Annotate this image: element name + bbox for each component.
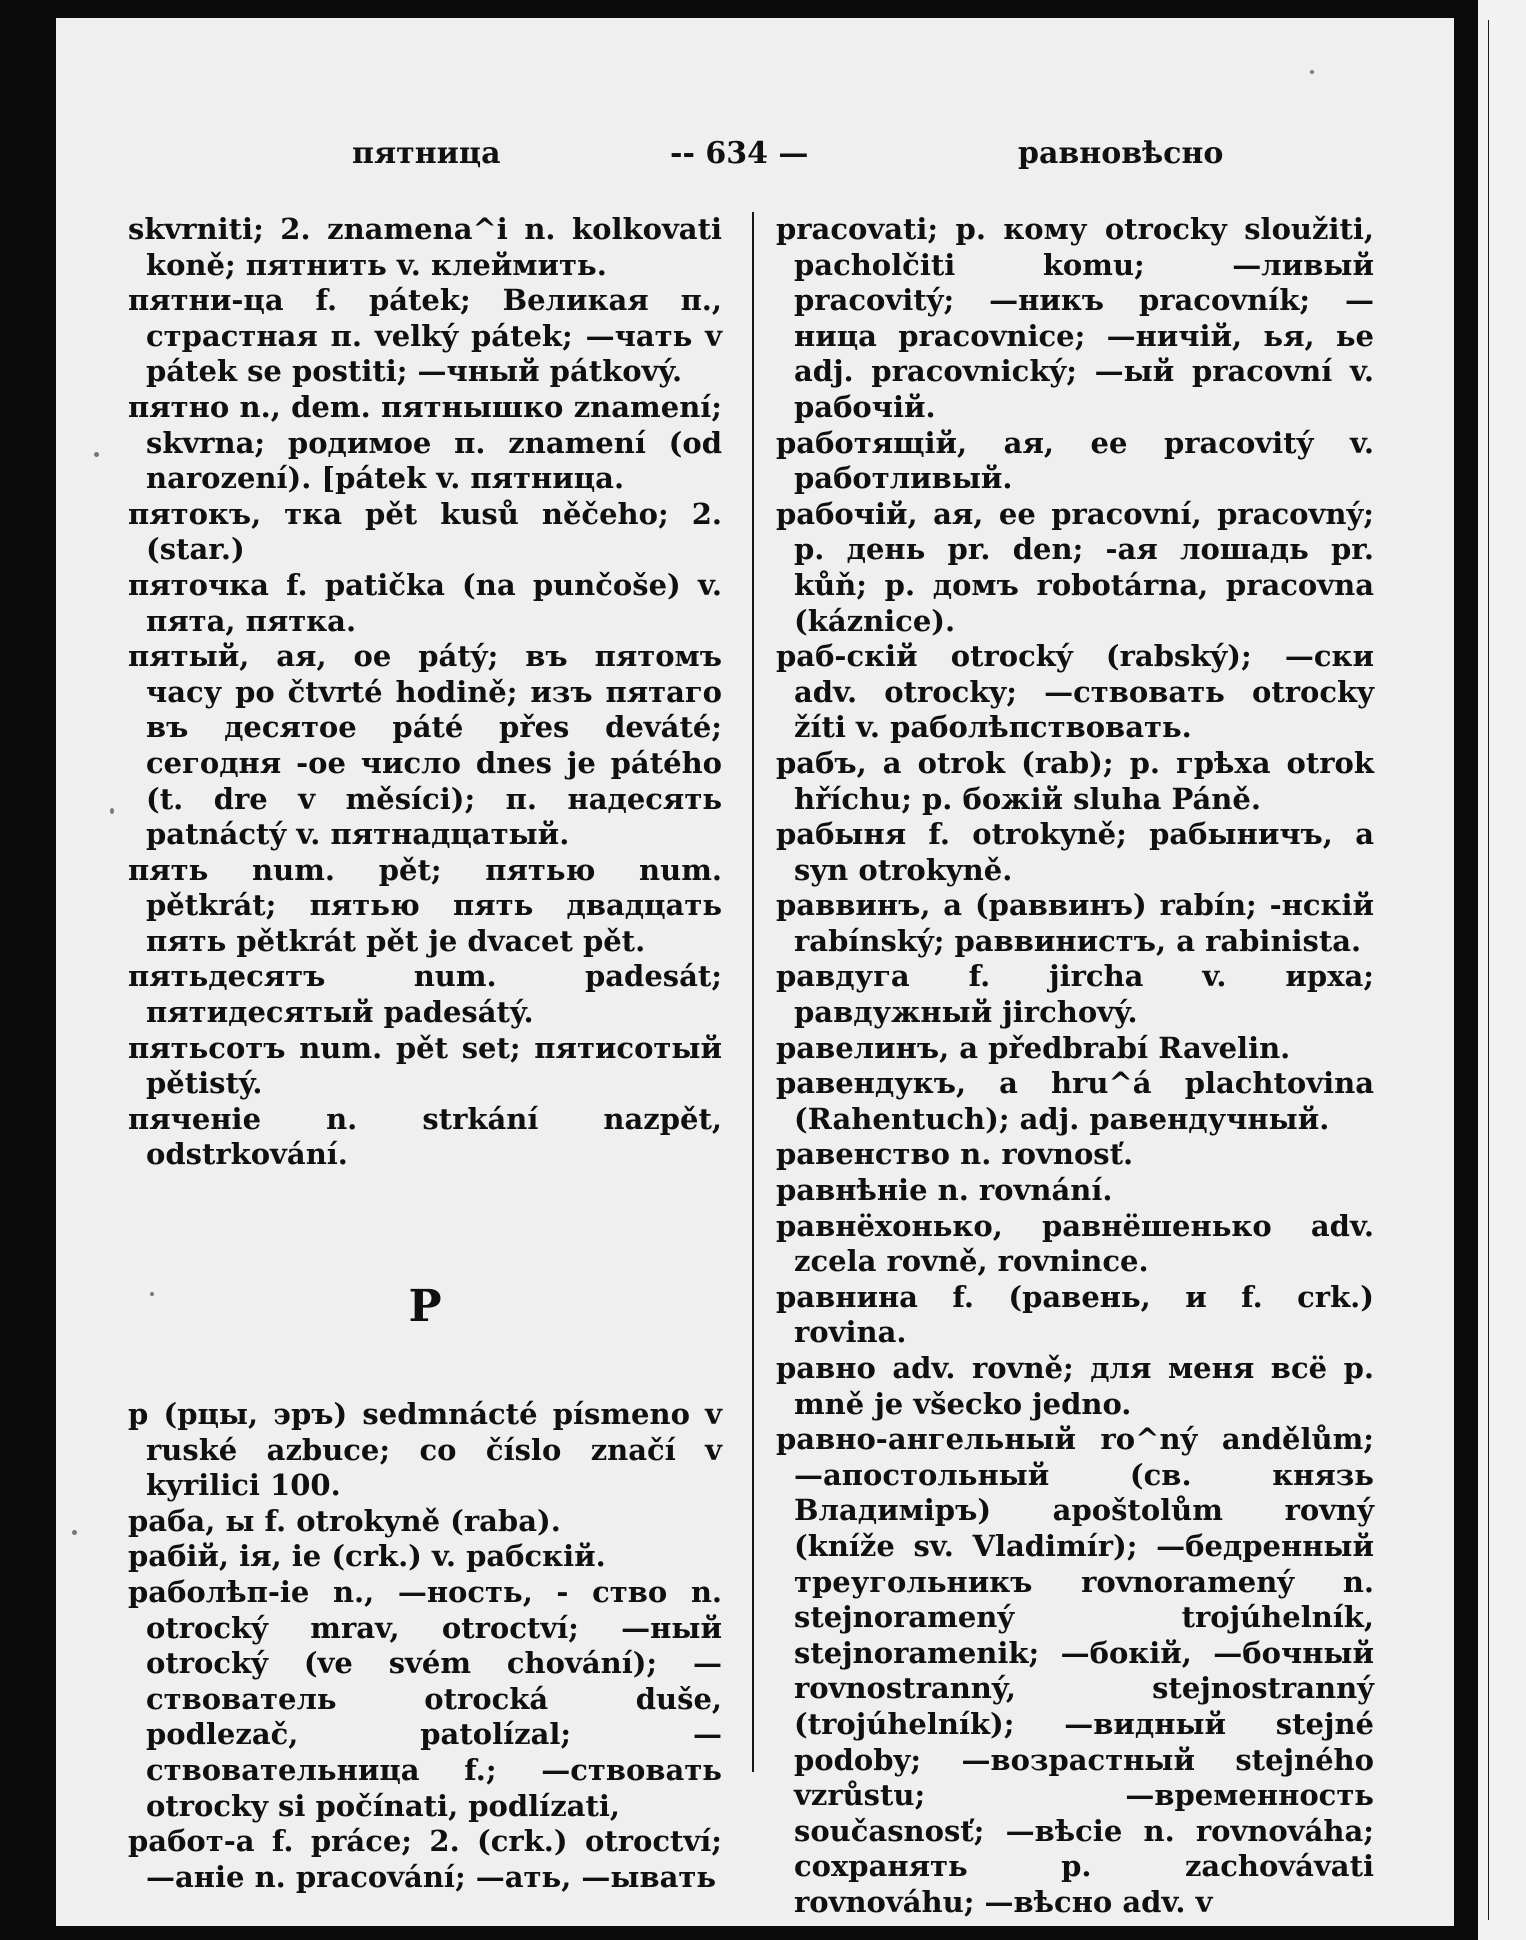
scan-speck: [72, 1530, 77, 1535]
page-number: -- 634 —: [670, 136, 809, 171]
dictionary-entry: равдуга f. jircha v. ирха; равдужный jirchový.: [776, 959, 1374, 1030]
dictionary-entry: рабыня f. otrokyně; рабыничъ, а syn otrokyně.: [776, 817, 1374, 887]
dictionary-entry: пять num. pět; пятью num. pětkrát; пятью пять двадцать пять pětkrát pět je dvacet pět.: [128, 852, 722, 958]
dictionary-entry: равно-ангельный ro^ný andělům; —апостольный (св. князь Владиміръ) apoštolům rovný (kníže sv. Vladimír); —бедренный треугольникъ rovnoramený n. stejnoramený trojúhelník, stejnoramenik; —бокій, —бочный rovnostranný, stejnostranný (trojúhelník); —видный stejné podoby; —возрастный stejného vzrůstu; —временность současnosť; —вѣсіе n. rovnováha; сохранять p. zachovávati rovnováhu; —вѣсно adv. v: [776, 1422, 1374, 1919]
dictionary-entry: пятно n., dem. пятнышко znamení; skvrna; родимое п. znamení (od narození). [pátek v. пятница.: [128, 389, 722, 496]
dictionary-entry: равендукъ, а hru^á plachtovina (Rahentuch); adj. равендучный.: [776, 1066, 1374, 1136]
dictionary-entry: работ-а f. práce; 2. (crk.) otroctví; —аніе n. pracování; —ать, —ывать: [128, 1824, 722, 1894]
scan-speck: [150, 1292, 154, 1296]
dictionary-entry: пяточка f. patička (na punčoše) v. пята, пятка.: [128, 567, 722, 638]
scan-speck: [94, 452, 99, 457]
adjacent-page-edge: [1478, 0, 1526, 1940]
dictionary-entry: рабочій, ая, ее pracovní, pracovný; p. день pr. den; -ая лошадь pr. kůň; p. домъ robotárna, pracovna (káznice).: [776, 496, 1374, 638]
dictionary-entry: равнёхонько, равнёшенько adv. zcela rovně, rovnince.: [776, 1208, 1374, 1279]
dictionary-entry: пяченіе n. strkání nazpět, odstrkování.: [128, 1101, 722, 1172]
dictionary-entry: пятокъ, тка pět kusů něčeho; 2. (star.): [128, 496, 722, 567]
dictionary-entry: skvrniti; 2. znamena^i n. kolkovati koně; пятнить v. клеймить.: [128, 212, 722, 282]
right-column: [776, 212, 1374, 1921]
dictionary-entry: pracovati; p. кому otrocky sloužiti, pacholčiti komu; —ливый pracovitý; —никъ pracovník; —ница pracovnice; —ничій, ья, ье adj. pracovnický; —ый pracovní v. рабочій.: [776, 212, 1374, 424]
dictionary-entry: пятый, ая, ое pátý; въ пятомъ часу po čtvrté hodině; изъ пятаго въ десятое páté přes deváté; сегодня -ое число dnes je pátého (t. dre v měsíci); п. надесять patnáctý v. пятнадцатый.: [128, 639, 722, 852]
scan-speck: [1310, 70, 1314, 74]
scan-speck: [110, 808, 114, 814]
dictionary-entry: раввинъ, а (раввинъ) rabín; -нскій rabínský; раввинистъ, а rabinista.: [776, 888, 1374, 958]
dictionary-entry: равенство n. rovnosť.: [776, 1137, 1134, 1172]
column-divider: [752, 212, 754, 1772]
left-column: [128, 212, 722, 1895]
section-letter-heading: Р: [408, 1281, 442, 1333]
dictionary-entry: пятьсотъ num. pět set; пятисотый pětistý.: [128, 1030, 722, 1101]
dictionary-entry: раба, ы f. otrokyně (raba).: [128, 1503, 561, 1538]
header-last-word: равновѣсно: [1018, 136, 1224, 171]
page-edge-line: [1488, 20, 1489, 1920]
dictionary-entry: равно adv. rovně; для меня всё p. mně je všecko jedno.: [776, 1351, 1374, 1421]
dictionary-entry: равнина f. (равень, и f. crk.) rovina.: [776, 1279, 1374, 1350]
dictionary-entry: рабій, ія, іе (crk.) v. рабскій.: [128, 1539, 606, 1574]
dictionary-entry: работящій, ая, ее pracovitý v. работливый.: [776, 425, 1374, 496]
dictionary-entry: равелинъ, а předbrabí Ravelin.: [776, 1030, 1291, 1065]
dictionary-entry: пятьдесятъ num. padesát; пятидесятый padesátý.: [128, 959, 722, 1030]
header-first-word: пятница: [352, 136, 501, 171]
dictionary-entry: раболѣп-іе n., —ность, - ство n. otrocký mrav, otroctví; —ный otrocký (ve svém chování); —ствователь otrocká duše, podlezač, patolízal; —ствовательница f.; —ствовать otrocky si počínati, podlízati,: [128, 1575, 722, 1823]
dictionary-entry: р (рцы, эръ) sedmnácté písmeno v ruské azbuce; co číslo značí v kyrilici 100.: [128, 1397, 722, 1503]
dictionary-entry: пятни-ца f. pátek; Великая п., страстная п. velký pátek; —чать v pátek se postiti; —чный pátkový.: [128, 283, 722, 389]
dictionary-entry: раб-скій otrocký (rabský); —ски adv. otrocky; —ствовать otrocky žíti v. раболѣпствовать.: [776, 639, 1374, 745]
dictionary-entry: равнѣніе n. rovnání.: [776, 1173, 1113, 1208]
dictionary-entry: рабъ, а otrok (rab); p. грѣха otrok hříchu; p. божій sluha Páně.: [776, 745, 1374, 816]
running-header: [56, 136, 1454, 176]
